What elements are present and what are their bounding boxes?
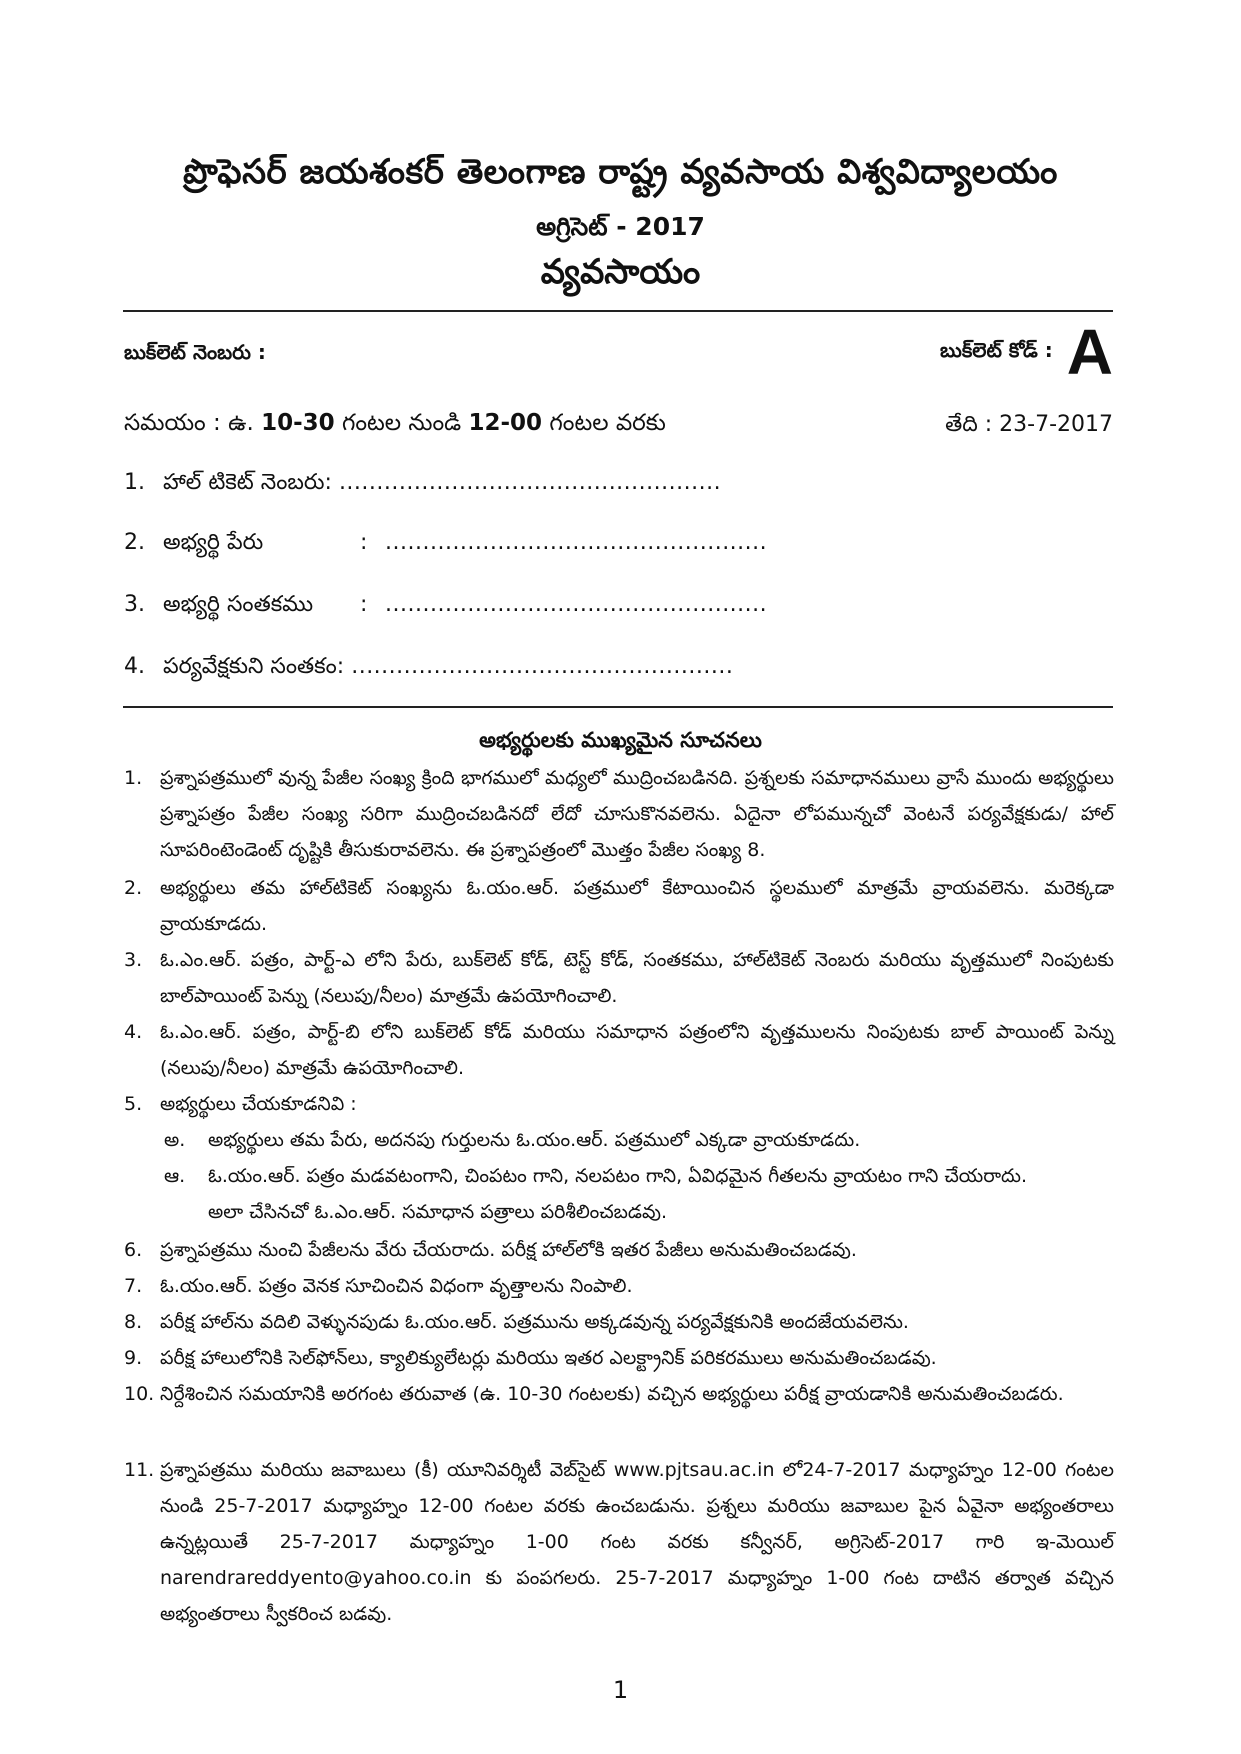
field-colon: : <box>360 592 368 617</box>
instruction-number: 4. <box>124 1021 143 1043</box>
instruction-item <box>124 760 1114 870</box>
booklet-code-value: A <box>1066 316 1113 388</box>
instruction-item <box>124 1086 1114 1122</box>
instruction-item <box>124 1340 1114 1376</box>
sub-item-marker: అ. <box>164 1129 186 1151</box>
instruction-item <box>124 1268 1114 1304</box>
subject-title: వ్యవసాయం <box>540 252 701 292</box>
instruction-text: ప్రశ్నాపత్రములో వున్న పేజీల సంఖ్య క్రింది భాగములో మధ్యలో ముద్రించబడినది. ప్రశ్నలకు సమాధానములు వ్రాసే ముందు అభ్యర్థులు ప్రశ్నాపత్రం పేజీల సంఖ్య సరిగా ముద్రించబడినదో లేదో చూసుకొనవలెను. ఏదైనా లోపమున్నచో వెంటనే పర్యవేక్షకుడు/ హాల్ సూపరింటెండెంట్ దృష్టికి తీసుకురావలెను. ఈ ప్రశ్నాపత్రంలో మొత్తం పేజీల సంఖ్య 8. <box>160 767 1114 861</box>
instruction-number: 8. <box>124 1311 143 1333</box>
field-invigilator-signature <box>124 654 733 684</box>
field-number: 1. <box>124 470 145 495</box>
instruction-text: పరీక్ష హాల్‌ను వదిలి వెళ్ళునపుడు ఓ.యం.ఆర్. పత్రమును అక్కడవున్న పర్యవేక్షకునికి అందజేయవలెను. <box>160 1311 909 1333</box>
instruction-item <box>124 1014 1114 1086</box>
instruction-item <box>124 1232 1114 1268</box>
field-label: అభ్యర్థి పేరు <box>163 530 264 555</box>
sub-item-text: ఓ.యం.ఆర్. పత్రం మడవటంగాని, చింపటం గాని, నలపటం గాని, ఏవిధమైన గీతలను వ్రాయటం గాని చేయరాదు. అలా చేసినచో ఓ.ఎం.ఆర్. సమాధాన పత్రాలు పరిశీలించబడవు. <box>208 1165 1028 1223</box>
field-number: 4. <box>124 654 145 679</box>
field-number: 2. <box>124 530 145 555</box>
university-title: ప్రొఫెసర్ జయశంకర్ తెలంగాణ రాష్ట్ర వ్యవసాయ విశ్వవిద్యాలయం <box>183 152 1058 192</box>
sub-item-marker: ఆ. <box>164 1165 186 1187</box>
instruction-number: 9. <box>124 1347 143 1369</box>
field-blank-line: ................................................... <box>338 470 722 495</box>
instruction-number: 10. <box>124 1383 155 1405</box>
field-blank-line: ................................................... <box>351 654 734 679</box>
time-prefix: సమయం : ఉ. <box>124 410 254 436</box>
field-candidate-name <box>124 530 767 560</box>
field-blank-line: ................................................... <box>385 530 768 555</box>
instruction-text: పరీక్ష హాలులోనికి సెల్‌ఫోన్‌లు, క్యాలిక్యులేటర్లు మరియు ఇతర ఎలక్ట్రానిక్ పరికరములు అనుమతించబడవు. <box>160 1347 937 1369</box>
instruction-text: అభ్యర్థులు తమ హాల్‌టికెట్ సంఖ్యను ఓ.యం.ఆర్. పత్రములో కేటాయించిన స్థలములో మాత్రమే వ్రాయవలెను. మరెక్కడా వ్రాయకూడదు. <box>160 877 1114 935</box>
time-suffix: గంటల వరకు <box>549 410 666 436</box>
top-divider <box>123 310 1113 312</box>
page-number: 1 <box>612 1676 629 1704</box>
instruction-number: 1. <box>124 767 143 789</box>
time-mid: గంటల నుండి <box>341 410 462 436</box>
field-label: అభ్యర్థి సంతకము <box>163 592 314 617</box>
instruction-number: 2. <box>124 877 143 899</box>
instruction-number: 6. <box>124 1239 143 1261</box>
instruction-number: 5. <box>124 1093 143 1115</box>
time-end: 12-00 <box>468 410 543 436</box>
booklet-number-label: బుక్‌లెట్ నెంబరు : <box>124 340 266 364</box>
exam-name: అగ్రిసెట్ - 2017 <box>536 212 705 241</box>
instruction-text: ఓ.ఎం.ఆర్. పత్రం, పార్ట్-బి లోని బుక్‌లెట్ కోడ్ మరియు సమాధాన పత్రంలోని వృత్తములను నింపుటకు బాల్ పాయింట్ పెన్ను (నలుపు/నీలం) మాత్రమే ఉపయోగించాలి. <box>160 1021 1114 1079</box>
instructions-title: అభ్యర్థులకు ముఖ్యమైన సూచనలు <box>479 728 762 752</box>
sub-item-text: అభ్యర్థులు తమ పేరు, అదనపు గుర్తులను ఓ.యం.ఆర్. పత్రములో ఎక్కడా వ్రాయకూడదు. <box>208 1129 861 1151</box>
instruction-text: అభ్యర్థులు చేయకూడనివి : <box>160 1093 357 1115</box>
booklet-code <box>939 316 1113 388</box>
instruction-item <box>124 870 1114 942</box>
instruction-number: 7. <box>124 1275 143 1297</box>
instruction-text: ప్రశ్నాపత్రము నుంచి పేజీలను వేరు చేయరాదు. పరీక్ష హాల్‌లోకి ఇతర పేజీలు అనుమతించబడవు. <box>160 1239 857 1261</box>
instruction-sub-item <box>164 1122 1064 1158</box>
instruction-item <box>124 1304 1114 1340</box>
booklet-code-label: బుక్‌లెట్ కోడ్ : <box>939 337 1053 362</box>
instruction-sub-item <box>164 1158 1064 1230</box>
instruction-number: 11. <box>124 1459 155 1481</box>
field-colon: : <box>360 530 368 555</box>
instruction-text: ప్రశ్నాపత్రము మరియు జవాబులు (కీ) యూనివర్శిటీ వెబ్‌సైట్ www.pjtsau.ac.in లో24-7-2017 మధ్యాహ్నం 12-00 గంటల నుండి 25-7-2017 మధ్యాహ్నం 12-00 గంటల వరకు ఉంచబడును. ప్రశ్నలు మరియు జవాబుల పైన ఏవైనా అభ్యంతరాలు ఉన్నట్లయితే 25-7-2017 మధ్యాహ్నం 1-00 గంట వరకు కన్వీనర్, అగ్రిసెట్-2017 గారి ఇ-మెయిల్ narendrareddyento@yahoo.co.in కు పంపగలరు. 25-7-2017 మధ్యాహ్నం 1-00 గంట దాటిన తర్వాత వచ్చిన అభ్యంతరాలు స్వీకరించ బడవు. <box>160 1459 1114 1625</box>
time-start: 10-30 <box>261 410 335 436</box>
field-number: 3. <box>124 592 145 617</box>
instruction-item <box>124 1376 1114 1448</box>
field-hall-ticket <box>124 470 721 500</box>
field-candidate-signature <box>124 592 767 622</box>
exam-time <box>124 410 666 442</box>
instruction-text: ఓ.ఎం.ఆర్. పత్రం, పార్ట్-ఎ లోని పేరు, బుక్‌లెట్ కోడ్, టెస్ట్ కోడ్, సంతకము, హాల్‌టికెట్ నెంబరు మరియు వృత్తములో నింపుటకు బాల్‌పాయింట్ పెన్ను (నలుపు/నీలం) మాత్రమే ఉపయోగించాలి. <box>160 949 1114 1007</box>
instructions-divider <box>123 706 1113 708</box>
instruction-item <box>124 1452 1114 1632</box>
field-blank-line: ................................................... <box>385 592 768 617</box>
exam-date: తేది : 23-7-2017 <box>945 412 1113 437</box>
instruction-item <box>124 942 1114 1014</box>
field-label: హాల్ టికెట్ నెంబరు: <box>163 470 332 495</box>
field-label: పర్యవేక్షకుని సంతకం: <box>163 654 345 679</box>
instruction-number: 3. <box>124 949 143 971</box>
instruction-text: ఓ.యం.ఆర్. పత్రం వెనక సూచించిన విధంగా వృత్తాలను నింపాలి. <box>160 1275 633 1297</box>
instruction-text: నిర్దేశించిన సమయానికి అరగంట తరువాత (ఉ. 10-30 గంటలకు) వచ్చిన అభ్యర్థులు పరీక్ష వ్రాయడానికి అనుమతించబడరు. <box>160 1383 1064 1405</box>
